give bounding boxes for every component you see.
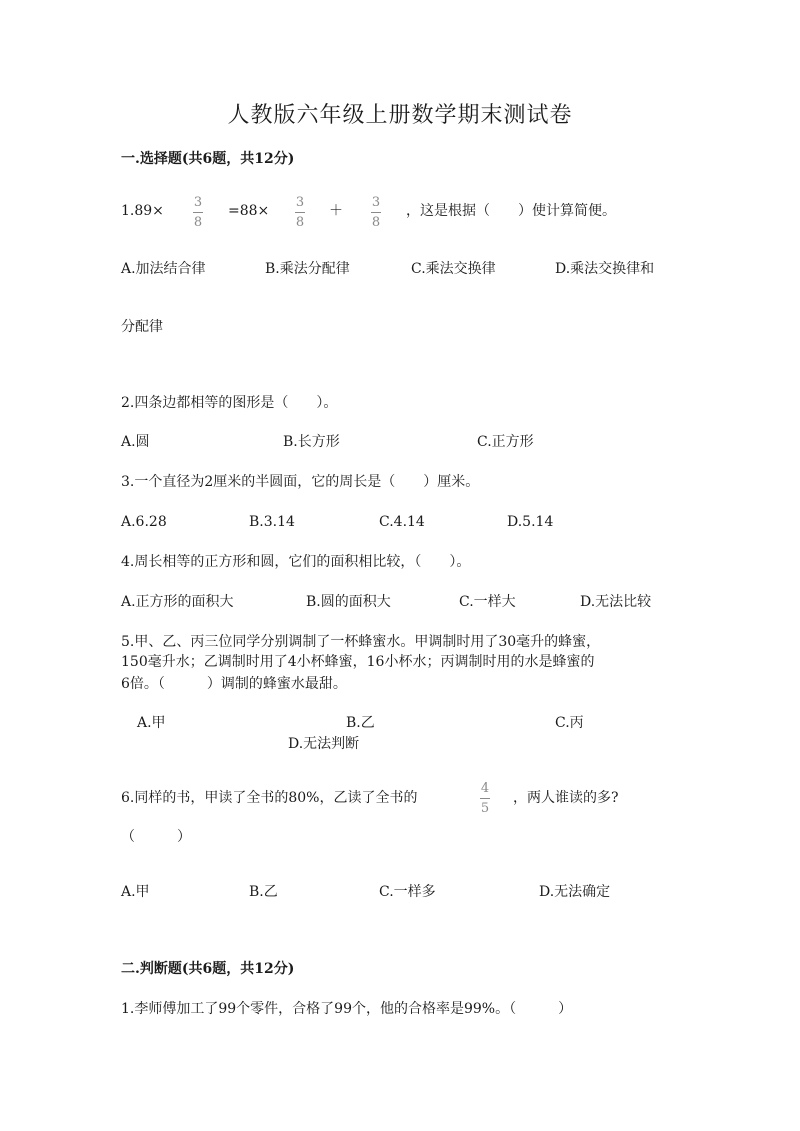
q1-option-b: B.乘法分配律 xyxy=(265,261,350,277)
q2-option-c: C.正方形 xyxy=(477,434,534,450)
q3-option-a: A.6.28 xyxy=(121,514,167,530)
j1-text: 1.李师傅加工了99个零件，合格了99个，他的合格率是99%。（ ） xyxy=(121,1001,573,1017)
q1-fraction-1-numerator: 3 xyxy=(193,195,203,210)
fraction-bar xyxy=(295,212,305,213)
q3-option-c: C.4.14 xyxy=(379,514,425,530)
q1-fraction-2-numerator: 3 xyxy=(295,195,305,210)
q5-line-1: 5.甲、乙、丙三位同学分别调制了一杯蜂蜜水。甲调制时用了30毫升的蜂蜜， xyxy=(121,634,601,650)
q6-suffix: ，两人谁读的多? xyxy=(513,790,619,806)
q3-option-d: D.5.14 xyxy=(507,514,554,530)
q1-fraction-1-denominator: 8 xyxy=(193,215,203,230)
q1-fraction-3-denominator: 8 xyxy=(371,215,381,230)
q6-fraction xyxy=(480,782,490,815)
q6-option-d: D.无法确定 xyxy=(539,884,611,900)
fraction-bar xyxy=(371,212,381,213)
q6-option-c: C.一样多 xyxy=(379,884,436,900)
fraction-bar xyxy=(480,798,490,799)
q4-option-b: B.圆的面积大 xyxy=(306,594,391,610)
q5-option-d: D.无法判断 xyxy=(288,736,360,752)
q4-option-a: A.正方形的面积大 xyxy=(121,594,234,610)
section-heading-judgment: 二.判断题(共6题，共12分) xyxy=(121,961,295,977)
q3-option-b: B.3.14 xyxy=(249,514,295,530)
q2-text: 2.四条边都相等的图形是（ ）。 xyxy=(121,395,338,411)
q5-line-3: 6倍。（ ）调制的蜂蜜水最甜。 xyxy=(121,676,347,692)
q1-prefix: 1.89× xyxy=(121,203,164,219)
q6-blank: （ ） xyxy=(121,829,191,845)
q1-option-d: D.乘法交换律和 xyxy=(555,261,655,277)
q2-option-b: B.长方形 xyxy=(283,434,340,450)
q6-option-b: B.乙 xyxy=(249,884,278,900)
q4-option-d: D.无法比较 xyxy=(580,594,652,610)
q4-text: 4.周长相等的正方形和圆，它们的面积相比较，（ ）。 xyxy=(121,554,471,570)
q1-suffix: ，这是根据（ ）使计算简便。 xyxy=(406,203,616,219)
q5-line-2: 150毫升水；乙调制时用了4小杯蜂蜜，16小杯水；丙调制时用的水是蜂蜜的 xyxy=(121,654,595,670)
section-heading-choice: 一.选择题(共6题，共12分) xyxy=(121,151,295,167)
q1-option-a: A.加法结合律 xyxy=(121,261,206,277)
q1-fraction-3 xyxy=(371,196,381,229)
q6-fraction-numerator: 4 xyxy=(480,781,490,796)
q1-fraction-2-denominator: 8 xyxy=(295,215,305,230)
q5-option-c: C.丙 xyxy=(555,715,584,731)
fraction-bar xyxy=(193,212,203,213)
q2-option-a: A.圆 xyxy=(121,434,150,450)
q6-prefix: 6.同样的书，甲读了全书的80%，乙读了全书的 xyxy=(121,790,418,806)
q1-plus: ＋ xyxy=(329,203,343,219)
q1-mid: =88× xyxy=(228,203,270,219)
page-title: 人教版六年级上册数学期末测试卷 xyxy=(227,103,573,128)
q5-option-a: A.甲 xyxy=(137,715,166,731)
q5-option-b: B.乙 xyxy=(346,715,375,731)
q1-option-c: C.乘法交换律 xyxy=(411,261,496,277)
q1-fraction-3-numerator: 3 xyxy=(371,195,381,210)
q4-option-c: C.一样大 xyxy=(459,594,516,610)
q3-text: 3.一个直径为2厘米的半圆面，它的周长是（ ）厘米。 xyxy=(121,474,480,490)
q1-fraction-2 xyxy=(295,196,305,229)
q6-fraction-denominator: 5 xyxy=(480,801,490,816)
q1-option-d-cont: 分配律 xyxy=(121,319,163,335)
q1-fraction-1 xyxy=(193,196,203,229)
q6-option-a: A.甲 xyxy=(121,884,150,900)
